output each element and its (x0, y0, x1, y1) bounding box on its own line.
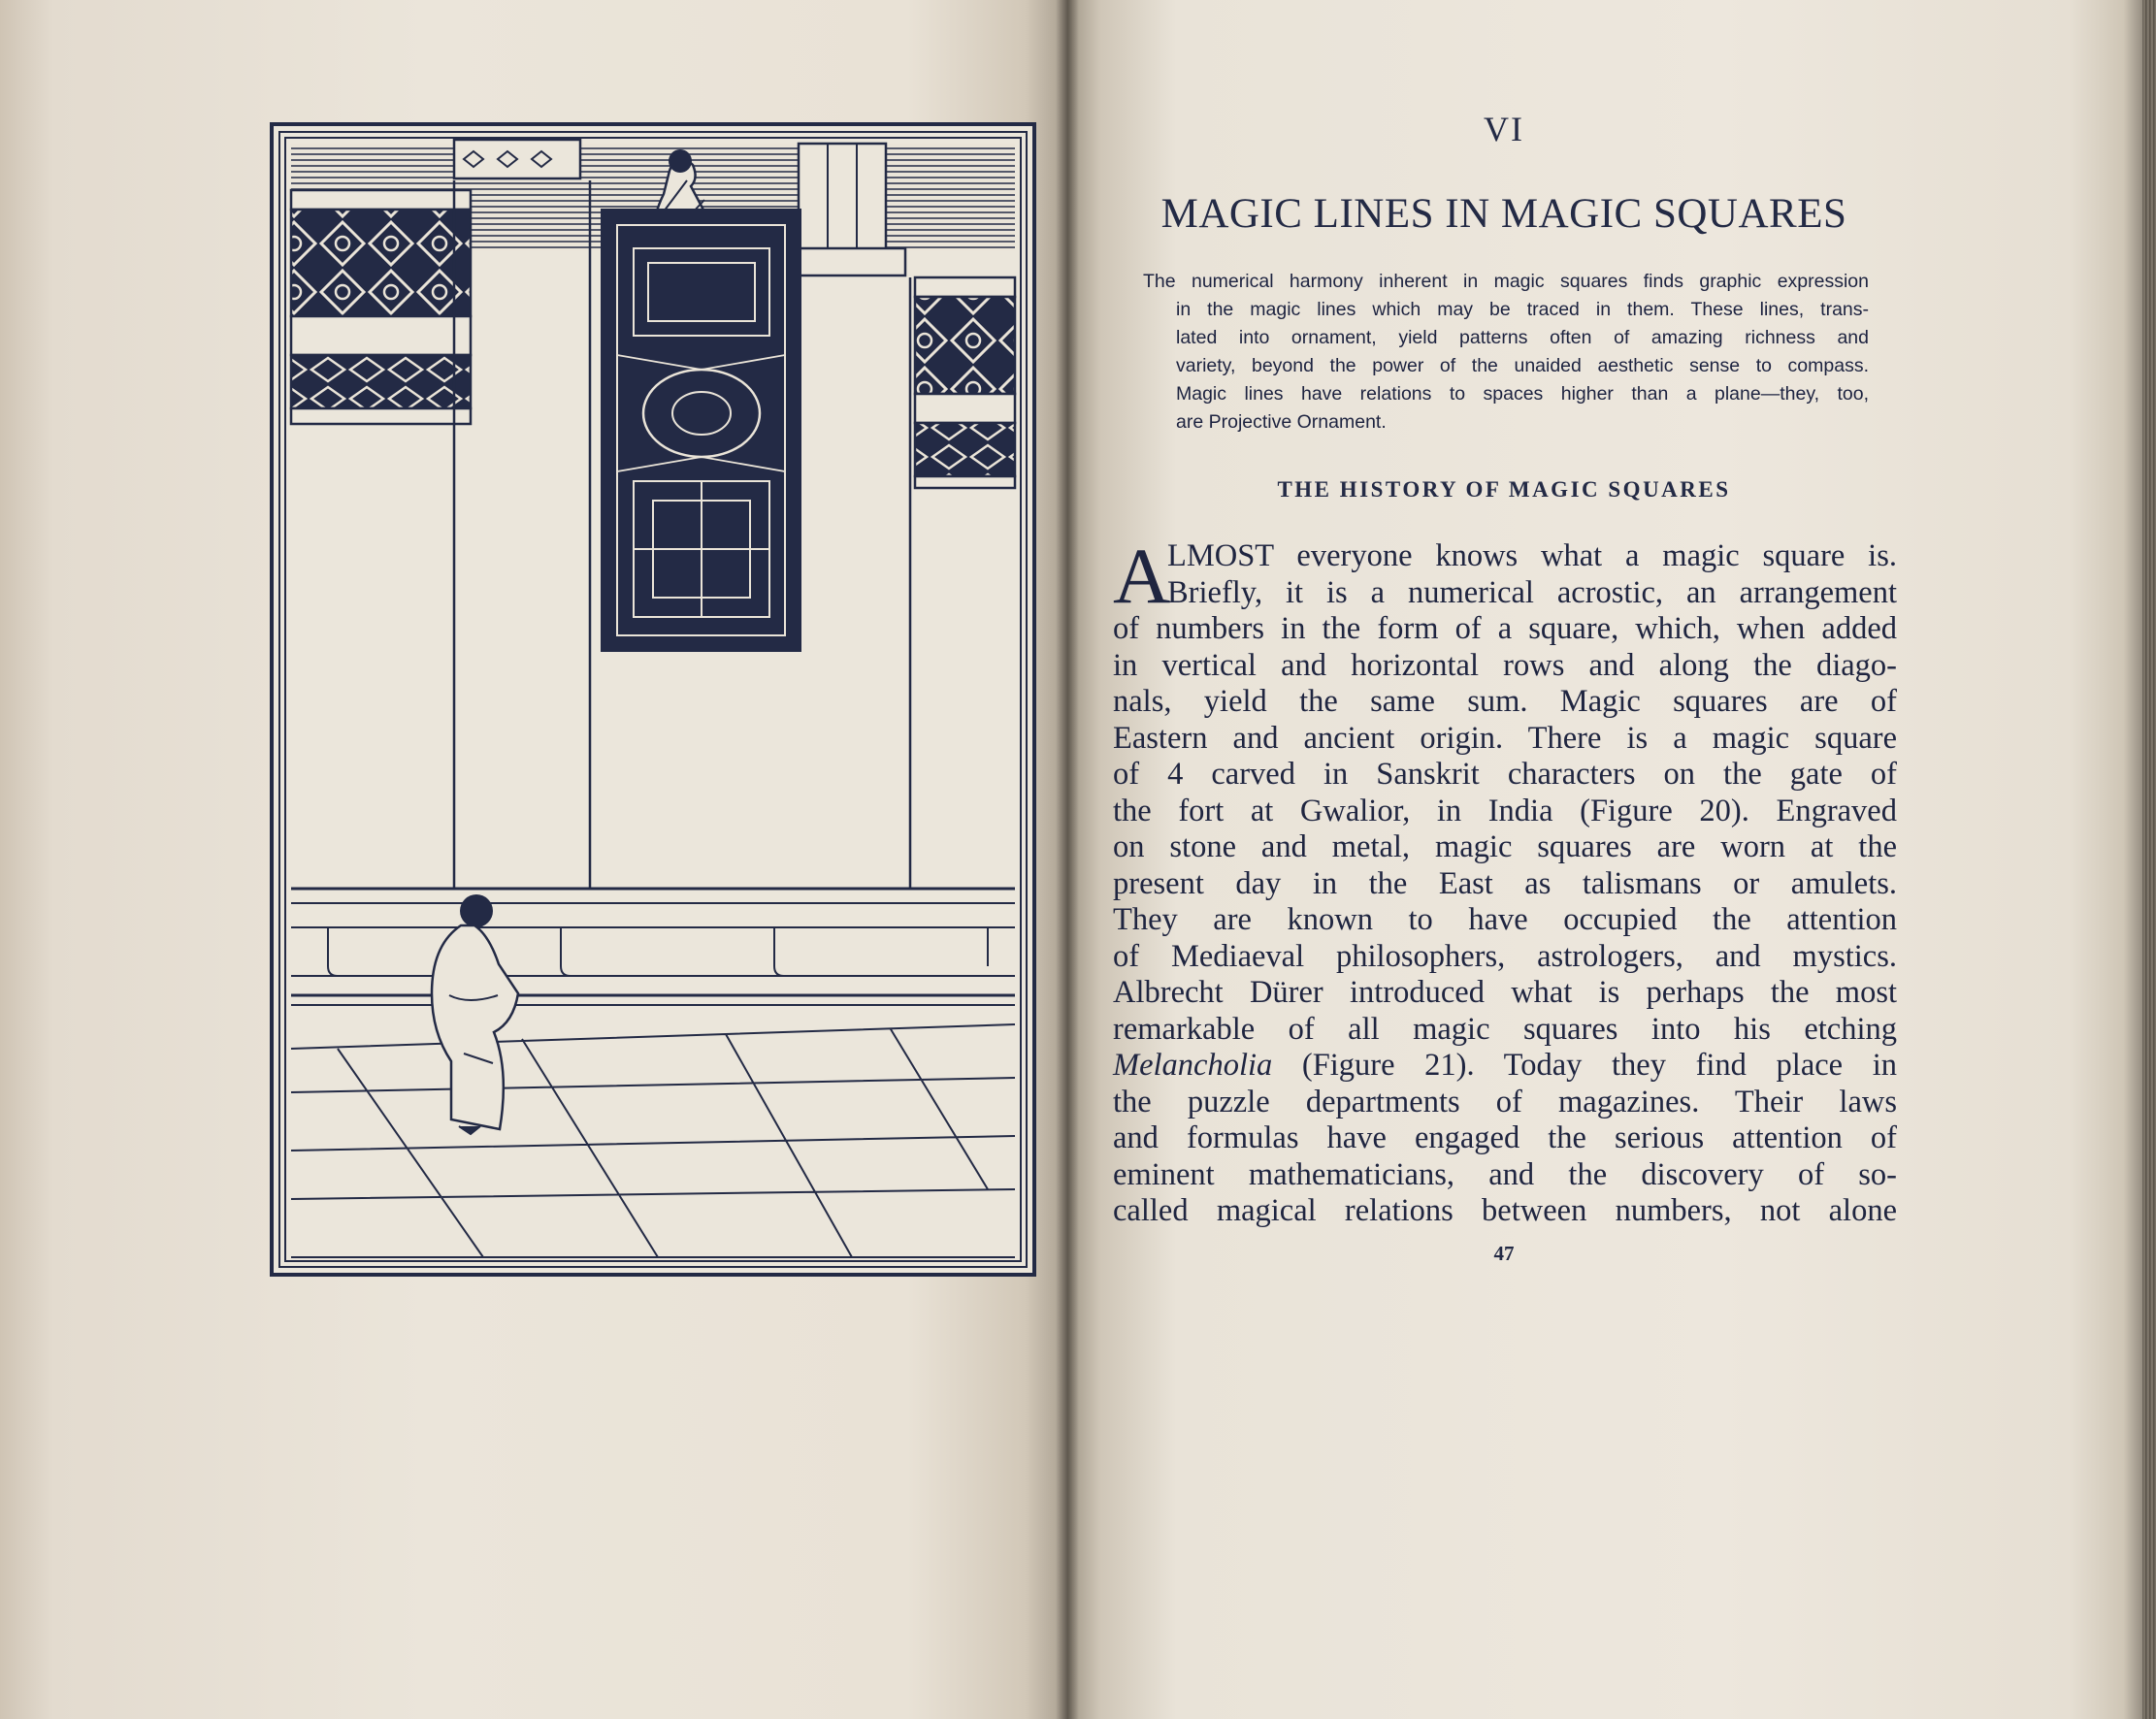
body-line: They are known to have occupied the attention (1113, 902, 1897, 937)
body-line: called magical relations between numbers, not alone (1113, 1193, 1897, 1228)
abstract-line: The numerical harmony inherent in magic squares finds graphic expression (1143, 271, 1869, 292)
body-line: the fort at Gwalior, in India (Figure 20). Engraved (1113, 793, 1897, 828)
body-line: nals, yield the same sum. Magic squares are of (1113, 684, 1897, 719)
body-line: remarkable of all magic squares into his etching (1113, 1011, 1897, 1047)
italic-title: Melancholia (1113, 1048, 1273, 1083)
body-line: Briefly, it is a numerical acrostic, an arrangement (1167, 574, 1897, 610)
plate-illustration-icon (270, 122, 1036, 1277)
body-line: LMOST everyone knows what a magic square is. (1167, 538, 1897, 573)
abstract-line: in the magic lines which may be traced in them. These lines, trans- (1176, 299, 1869, 320)
chapter-number: VI (1484, 110, 1524, 148)
body-line: eminent mathematicians, and the discovery of so- (1113, 1156, 1897, 1192)
chapter-title: MAGIC LINES IN MAGIC SQUARES (1160, 191, 1847, 237)
body-line: of Mediaeval philosophers, astrologers, and mystics. (1113, 938, 1897, 974)
body-line: in vertical and horizontal rows and along the diago- (1113, 647, 1897, 683)
body-line: of numbers in the form of a square, which, when added (1113, 611, 1897, 646)
drop-cap: A (1113, 532, 1171, 620)
body-line-italic (1113, 1048, 1897, 1085)
abstract-line: variety, beyond the power of the unaided aesthetic sense to compass. (1176, 355, 1869, 376)
body-line: and formulas have engaged the serious attention of (1113, 1120, 1897, 1155)
body-text (1113, 532, 1897, 1230)
body-line: of 4 carved in Sanskrit characters on the gate of (1113, 757, 1897, 792)
abstract-line: lated into ornament, yield patterns often of amazing richness and (1176, 327, 1869, 348)
abstract-line: are Projective Ornament. (1176, 411, 1387, 433)
body-line: the puzzle departments of magazines. Their laws (1113, 1084, 1897, 1119)
section-heading: THE HISTORY OF MAGIC SQUARES (1277, 477, 1731, 502)
body-line: Albrecht Dürer introduced what is perhaps the most (1113, 975, 1897, 1010)
body-line: Eastern and ancient origin. There is a magic square (1113, 720, 1897, 756)
body-line-rest: (Figure 21). Today they find place in (1272, 1048, 1897, 1083)
hanging-carpet (602, 210, 800, 651)
chapter-abstract (1143, 268, 1869, 437)
plate-illustration (270, 122, 1036, 1277)
body-line: on stone and metal, magic squares are worn at the (1113, 829, 1897, 864)
book-gutter (1056, 0, 1079, 1719)
body-line: present day in the East as talismans or amulets. (1113, 865, 1897, 901)
abstract-line: Magic lines have relations to spaces higher than a plane—they, too, (1176, 383, 1869, 405)
page-edges (2142, 0, 2156, 1719)
page-number: 47 (1493, 1242, 1515, 1265)
